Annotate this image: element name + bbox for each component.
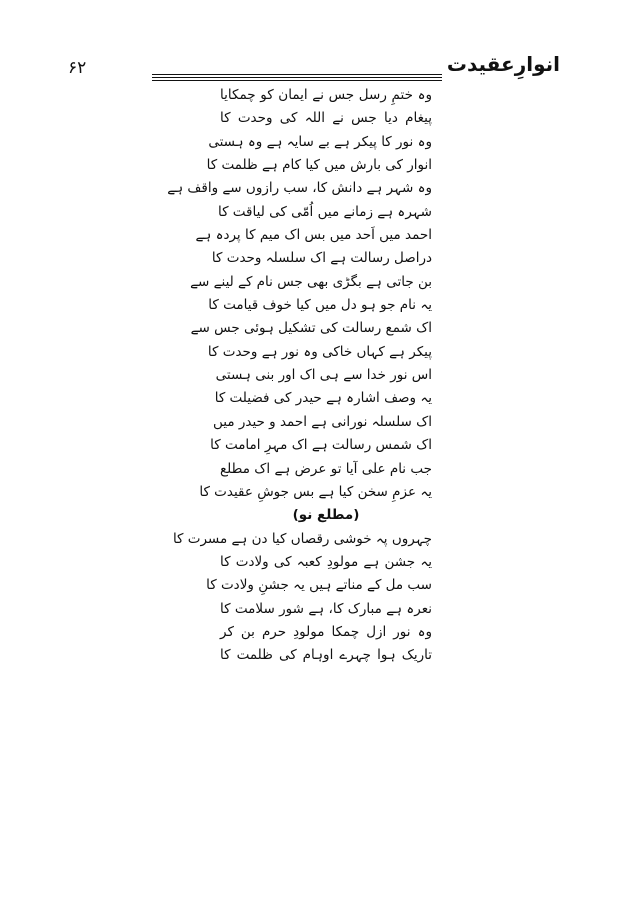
header-rule [152, 77, 442, 78]
verse-line: اک سلسلہ نورانی ہے احمد و حیدر میں [212, 413, 432, 430]
verse-line: وہ شہر ہے دانش کا، سب رازوں سے واقف ہے [167, 180, 432, 197]
verse-line: یہ جشن ہے مولودِ کعبہ کی ولادت کا [220, 553, 432, 570]
verse-line: یہ عزمِ سخن کیا ہے بس جوشِ عقیدت کا [199, 483, 432, 500]
verse-line: انوار کی بارش میں کیا کام ہے ظلمت کا [206, 157, 432, 174]
verse-line: یہ نام جو ہو دل میں کیا خوف قیامت کا [208, 297, 432, 314]
verse-line: چہروں پہ خوشی رقصاں کیا دن ہے مسرت کا [172, 530, 432, 547]
verse-line: پیکر ہے کہاں خاکی وہ نور ہے وحدت کا [207, 343, 432, 360]
verse-line: اک شمع رسالت کی تشکیل ہوئی جس سے [190, 320, 432, 337]
verse-line: نعرہ ہے مبارک کا، ہے شور سلامت کا [220, 600, 432, 617]
verse-line: دراصل رسالت ہے اک سلسلہ وحدت کا [211, 250, 432, 267]
verse-line: جب نام علی آیا تو عرض ہے اک مطلع [220, 460, 432, 477]
verse-line: احمد میں اَحد میں بس اک میم کا پردہ ہے [195, 227, 432, 244]
verse-line: اک شمس رسالت ہے اک مہرِ امامت کا [210, 437, 432, 454]
running-title: انوارِعقیدت [446, 52, 560, 76]
poem-body [167, 84, 432, 668]
verse-line: یہ وصف اشارہ ہے حیدر کی فضیلت کا [214, 390, 432, 407]
header-rule [152, 74, 442, 75]
verse-line: وہ ختمِ رسل جس نے ایمان کو چمکایا [220, 87, 432, 103]
verse-line: اس نور خدا سے ہی اک اور بنی ہستی [215, 367, 432, 384]
verse-line: وہ نور ازل چمکا مولودِ حرم بن کر [220, 623, 432, 640]
verse-line: سب مل کے مناتے ہیں یہ جشنِ ولادت کا [206, 577, 432, 594]
verse-line: تاریک ہوا چہرے اوہام کی ظلمت کا [220, 647, 432, 664]
header-rule [152, 80, 442, 81]
verse-line: شہرہ ہے زمانے میں اُمّی کی لیاقت کا [217, 203, 432, 220]
verse-line: پیغام دیا جس نے اللہ کی وحدت کا [220, 110, 432, 127]
page-number: ۶۲ [68, 58, 87, 78]
verse-line: بن جاتی ہے بگڑی بھی جس نام کے لینے سے [190, 273, 432, 290]
section-subheading: (مطلع نو) [292, 507, 360, 524]
verse-line: وہ نور کا پیکر ہے بے سایہ ہے وہ ہستی [208, 133, 432, 150]
